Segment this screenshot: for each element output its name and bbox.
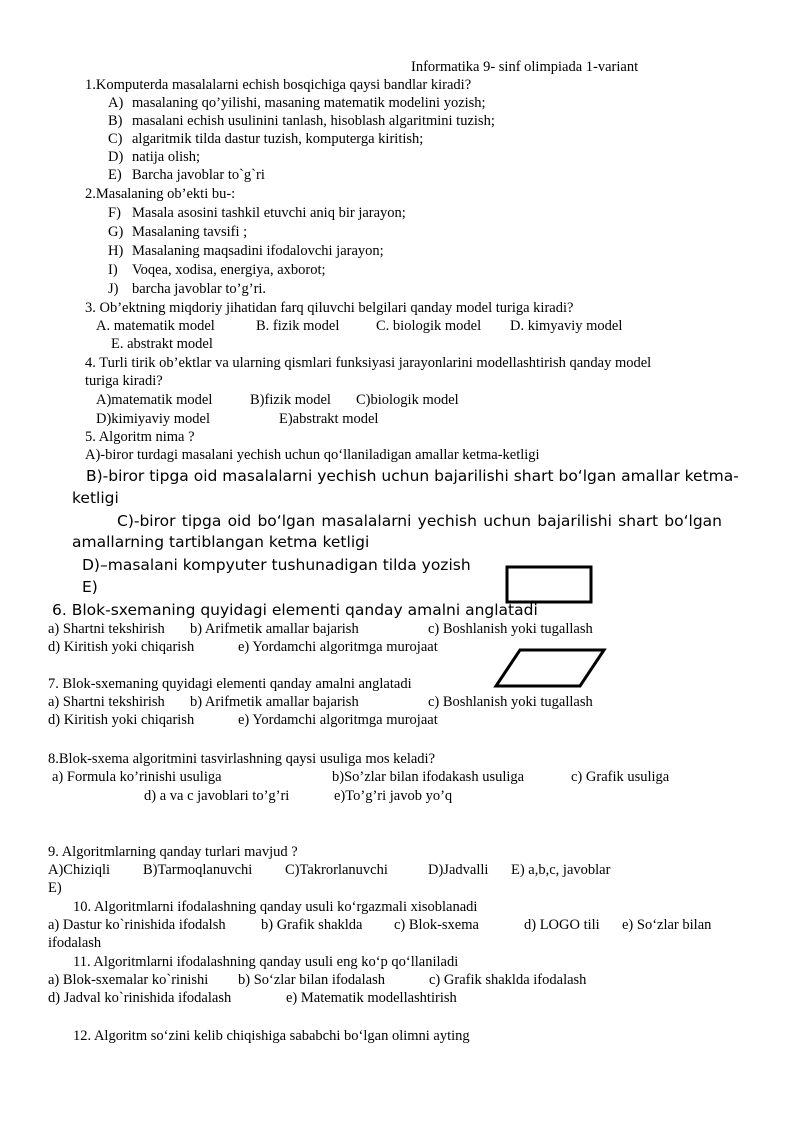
q4-option-d: D)kimiyaviy model	[96, 411, 210, 427]
q11-option-a: a) Blok-sxemalar ko`rinishi	[48, 972, 209, 988]
q9-option-a: A)Chiziqli	[48, 862, 111, 878]
q10-option-b: b) Grafik shaklda	[261, 917, 363, 933]
q9-option-b: B)Tarmoqlanuvchi	[143, 862, 253, 878]
q5-option-b-line-1: B)-biror tipga oid masalalarni yechish uchun bajarilishi shart bo‘lgan amallar ketma-	[86, 467, 739, 485]
q6-option-d: d) Kiritish yoki chiqarish	[48, 639, 195, 655]
q3-options-row	[96, 317, 656, 335]
q5-option-c-line-2: amallarning tartiblangan ketma ketligi	[72, 533, 370, 551]
question-7: 7. Blok-sxemaning quyidagi elementi qanday amalni anglatadi	[48, 676, 412, 692]
q11-option-d: d) Jadval ko`rinishida ifodalash	[48, 990, 232, 1006]
q4-options-row-1	[96, 391, 496, 409]
q11-option-b: b) So‘zlar bilan ifodalash	[238, 972, 385, 988]
q3-option-a: A. matematik model	[96, 318, 215, 334]
q3-option-c: C. biologik model	[376, 318, 482, 334]
q11-options-row-1	[48, 971, 648, 989]
q5-option-d: D)–masalani kompyuter tushunadigan tilda yozish	[82, 556, 471, 574]
q9-option-e: E) a,b,c, javoblar	[511, 862, 611, 878]
q10-option-c: c) Blok-sxema	[394, 917, 479, 933]
q7-option-b: b) Arifmetik amallar bajarish	[190, 694, 359, 710]
q7-option-c: c) Boshlanish yoki tugallash	[428, 694, 593, 710]
q3-option-d: D. kimyaviy model	[510, 318, 623, 334]
q10-option-a: a) Dastur ko`rinishida ifodalsh	[48, 917, 226, 933]
q6-option-c: c) Boshlanish yoki tugallash	[428, 621, 593, 637]
q10-option-e-continuation: ifodalash	[48, 935, 102, 951]
input-output-block-shape	[490, 644, 614, 690]
q9-options-row	[48, 861, 668, 879]
question-3: 3. Ob’ektning miqdoriy jihatidan farq qiluvchi belgilari qanday model turiga kiradi?	[85, 300, 574, 316]
q3-option-b: B. fizik model	[256, 318, 340, 334]
q6-option-e: e) Yordamchi algoritmga murojaat	[238, 639, 438, 655]
q8-option-a: a) Formula ko’rinishi usuliga	[52, 769, 222, 785]
q5-option-c-line-1: C)-biror tipga oid bo‘lgan masalalarni yechish uchun bajarilishi shart bo‘lgan	[117, 512, 722, 530]
q6-option-b: b) Arifmetik amallar bajarish	[190, 621, 359, 637]
question-8: 8.Blok-sxema algoritmini tasvirlashning qaysi usuliga mos keladi?	[48, 751, 436, 767]
page-title: Informatika 9- sinf olimpiada 1-variant	[411, 59, 639, 75]
question-10: 10. Algoritmlarni ifodalashning qanday usuli ko‘rgazmali xisoblanadi	[73, 899, 478, 915]
q7-option-e: e) Yordamchi algoritmga murojaat	[238, 712, 438, 728]
q9-option-e-extra: E)	[48, 880, 62, 896]
q3-option-e: E. abstrakt model	[111, 336, 213, 352]
q5-option-b-line-2: ketligi	[72, 489, 119, 507]
q9-option-c: C)Takrorlanuvchi	[285, 862, 388, 878]
question-4-line-1: 4. Turli tirik ob’ektlar va ularning qismlari funksiyasi jarayonlarini modellashtirish qanday model	[85, 355, 652, 371]
q7-options-row-1	[48, 693, 648, 711]
q10-options-row	[48, 916, 738, 934]
question-2: 2.Masalaning ob’ekti bu-:	[85, 186, 236, 202]
question-4-line-2: turiga kiradi?	[85, 373, 163, 389]
q6-option-a: a) Shartni tekshirish	[48, 621, 165, 637]
q8-options-row-2	[144, 787, 544, 805]
q7-options-row-2	[48, 711, 648, 729]
question-9: 9. Algoritmlarning qanday turlari mavjud ?	[48, 844, 298, 860]
question-5: 5. Algoritm nima ?	[85, 429, 195, 445]
q7-option-d: d) Kiritish yoki chiqarish	[48, 712, 195, 728]
q11-options-row-2	[48, 989, 648, 1007]
q8-option-d: d) a va c javoblari to’g’ri	[144, 788, 290, 804]
question-1: 1.Komputerda masalalarni echish bosqichiga qaysi bandlar kiradi?	[85, 77, 472, 93]
q8-option-e: e)To’g’ri javob yo’q	[334, 788, 453, 804]
q4-option-e: E)abstrakt model	[279, 411, 379, 427]
q4-option-a: A)matematik model	[96, 392, 213, 408]
q8-option-b: b)So’zlar bilan ifodakash usuliga	[332, 769, 525, 785]
q5-option-a: A)-biror turdagi masalani yechish uchun qo‘llaniladigan amallar ketma-ketligi	[85, 447, 540, 463]
q9-option-d: D)Jadvalli	[428, 862, 489, 878]
q10-option-d: d) LOGO tili	[524, 917, 600, 933]
q11-option-e: e) Matematik modellashtirish	[286, 990, 457, 1006]
q4-options-row-2	[96, 410, 496, 428]
q5-option-e: E)	[82, 578, 98, 596]
q10-option-e: e) So‘zlar bilan	[622, 917, 712, 933]
q7-option-a: a) Shartni tekshirish	[48, 694, 165, 710]
question-6: 6. Blok-sxemaning quyidagi elementi qanday amalni anglatadi	[52, 601, 538, 619]
q8-options-row-1	[52, 768, 712, 786]
q11-option-c: c) Grafik shaklda ifodalash	[429, 972, 587, 988]
q4-option-c: C)biologik model	[356, 392, 459, 408]
q8-option-c: c) Grafik usuliga	[571, 769, 670, 785]
q4-option-b: B)fizik model	[250, 392, 331, 408]
question-11: 11. Algoritmlarni ifodalashning qanday usuli eng ko‘p qo‘llaniladi	[73, 954, 459, 970]
q6-options-row-1	[48, 620, 648, 638]
question-12: 12. Algoritm so‘zini kelib chiqishiga sababchi bo‘lgan olimni ayting	[73, 1028, 470, 1044]
